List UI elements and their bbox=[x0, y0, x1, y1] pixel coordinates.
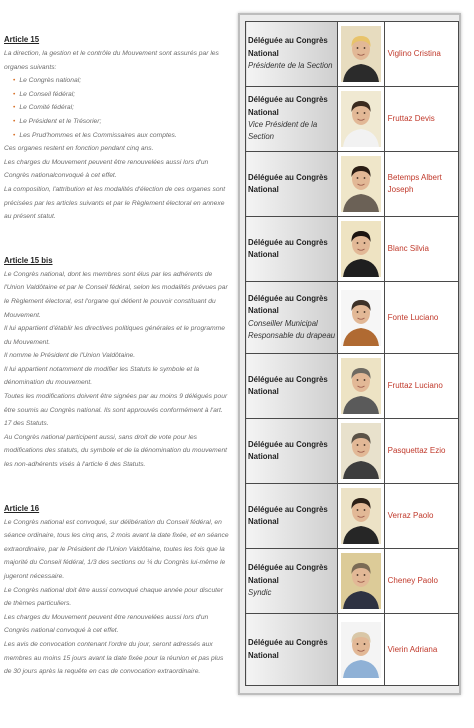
photo-cell bbox=[338, 549, 385, 614]
article-paragraph: Le Congrès national doit être aussi convoqué chaque année pour discuter de thèmes particuliers. bbox=[4, 586, 223, 608]
member-name-link[interactable]: Verraz Paolo bbox=[387, 511, 434, 520]
article-title: Article 15 bis bbox=[4, 255, 53, 265]
list-item-text: Le Président et le Trésorier; bbox=[19, 117, 102, 125]
role-cell bbox=[246, 152, 338, 217]
member-portrait bbox=[341, 91, 381, 147]
delegates-table bbox=[245, 21, 459, 686]
table-row bbox=[246, 614, 459, 686]
photo-cell bbox=[338, 217, 385, 282]
table-row bbox=[246, 87, 459, 152]
role-subtitle: Vice Président de la Section bbox=[248, 120, 318, 142]
member-name-link[interactable]: Vierin Adriana bbox=[387, 644, 438, 654]
photo-cell bbox=[338, 614, 385, 686]
role-title: Déléguée au Congrès National bbox=[248, 36, 328, 58]
name-cell bbox=[384, 354, 458, 419]
list-item-text: Le Congrès national; bbox=[19, 77, 82, 85]
member-portrait bbox=[341, 553, 381, 609]
role-cell bbox=[246, 484, 338, 549]
list-item-text: Les Prud'hommes et les Commissaires aux comptes. bbox=[19, 131, 177, 139]
table-row bbox=[246, 419, 459, 484]
organs-list bbox=[4, 74, 230, 142]
table-row bbox=[246, 354, 459, 419]
role-subtitle: Conseiller Municipal Responsable du drapeau bbox=[248, 318, 336, 340]
table-row bbox=[246, 22, 459, 87]
article-paragraph: Les avis de convocation contenant l'ordre du jour, seront adressés aux membres au moins 15 jours avant la date fixée pour la réunion et pas plus de 30 jours après la requête en cas de convocation extraordinaire. bbox=[4, 640, 224, 676]
name-cell bbox=[384, 22, 458, 87]
list-item-text: Le Conseil fédéral; bbox=[19, 90, 76, 98]
photo-cell bbox=[338, 282, 385, 354]
list-item bbox=[13, 129, 230, 143]
photo-cell bbox=[338, 152, 385, 217]
article-paragraph: Le Congrès national est convoqué, sur délibération du Conseil fédéral, en séance ordinaire, tous les cinq ans, 2 mois avant la date fixée, et en séance extraordinaire, par le Président de l'Union Valdôtaine, toutes les fois que la majorité du Conseil fédéral, 1/3 des sections ou ¼ du Congrès lui-même le jugeront nécessaire. bbox=[4, 518, 229, 580]
table-row bbox=[246, 217, 459, 282]
role-cell bbox=[246, 419, 338, 484]
role-title: Déléguée au Congrès National bbox=[248, 293, 328, 316]
member-name-link[interactable]: Fonte Luciano bbox=[387, 312, 439, 322]
member-portrait bbox=[341, 156, 381, 212]
member-name-link[interactable]: Cheney Paolo bbox=[387, 576, 438, 585]
member-portrait bbox=[341, 622, 381, 678]
name-cell bbox=[384, 484, 458, 549]
table-row bbox=[246, 549, 459, 614]
table-row bbox=[246, 282, 459, 354]
role-cell bbox=[246, 217, 338, 282]
article-paragraph: Il lui appartient d'établir les directives politiques générales et le programme du Mouvement. bbox=[4, 325, 225, 346]
role-cell bbox=[246, 354, 338, 419]
list-item-text: Le Comité fédéral; bbox=[19, 104, 74, 112]
article-paragraph: Les charges du Mouvement peuvent être renouvelées aussi lors d'un Congrès nationalconvoqué à cet effet. bbox=[4, 158, 209, 180]
role-subtitle: Syndic bbox=[248, 588, 272, 598]
photo-cell bbox=[338, 22, 385, 87]
name-cell bbox=[384, 87, 458, 152]
role-title: Déléguée au Congrès National bbox=[248, 95, 328, 117]
article-intro: La direction, la gestion et le contrôle du Mouvement sont assurés par les organes suivants: bbox=[4, 50, 219, 71]
list-item bbox=[13, 115, 230, 129]
role-title: Déléguée au Congrès National bbox=[248, 504, 328, 526]
article-paragraph: Il lui appartient notamment de modifier les Statuts le symbole et la dénomination du mouvement. bbox=[4, 365, 200, 387]
member-portrait bbox=[341, 26, 381, 82]
role-title: Déléguée au Congrès National bbox=[248, 439, 328, 461]
statutes-text bbox=[4, 4, 230, 705]
article-title: Article 15 bbox=[4, 35, 40, 44]
role-title: Déléguée au Congrès National bbox=[248, 374, 328, 396]
photo-cell bbox=[338, 484, 385, 549]
member-portrait bbox=[341, 290, 381, 346]
role-cell bbox=[246, 22, 338, 87]
table-row bbox=[246, 484, 459, 549]
role-cell bbox=[246, 549, 338, 614]
article-paragraph: Il nomme le Président de l'Union Valdôtaine. bbox=[4, 352, 136, 360]
member-name-link[interactable]: Fruttaz Luciano bbox=[387, 381, 443, 390]
article-paragraph: Le Congrès national, dont les membres sont élus par les adhérents de l'Union Valdôtaine et par le Conseil fédéral, selon les modalités prévues par le Règlement électoral, est l'organe qui détient le pouvoir constituant du Mouvement. bbox=[4, 270, 228, 319]
role-subtitle: Présidente de la Section bbox=[248, 61, 333, 71]
member-name-link[interactable]: Betemps Albert Joseph bbox=[387, 173, 442, 194]
article-paragraph: La composition, l'attribution et les modalités d'élection de ces organes sont précisées par les articles suivants et par le Règlement électoral en annexe au présent statut. bbox=[4, 185, 226, 221]
article-paragraph: Au Congrès national participent aussi, sans droit de vote pour les modifications des statuts, du symbole et de la dénomination du mouvement les non-adhérents visés à l'article 6 des Statuts. bbox=[4, 433, 228, 469]
list-item bbox=[13, 74, 230, 88]
member-portrait bbox=[341, 221, 381, 277]
member-name-link[interactable]: Blanc Silvia bbox=[387, 244, 429, 253]
article-title: Article 16 bbox=[4, 503, 40, 513]
photo-cell bbox=[338, 419, 385, 484]
article-section bbox=[4, 503, 230, 679]
member-portrait bbox=[341, 423, 381, 479]
table-row bbox=[246, 152, 459, 217]
article-paragraph: Toutes les modifications doivent être signées par au moins 9 délégués pour être soumis au Congrès national. Ils sont approuvés conformément à l'art. 17 des Statuts. bbox=[4, 393, 228, 428]
name-cell bbox=[384, 419, 458, 484]
article-paragraph: Ces organes restent en fonction pendant cinq ans. bbox=[4, 145, 154, 153]
article-paragraph: Les charges du Mouvement peuvent être renouvelées aussi lors d'un Congrès national convoqué à cet effet. bbox=[4, 613, 209, 635]
member-portrait bbox=[341, 488, 381, 544]
role-title: Déléguée au Congrès National bbox=[248, 638, 328, 660]
list-item bbox=[13, 88, 230, 102]
name-cell bbox=[384, 217, 458, 282]
member-name-link[interactable]: Fruttaz Devis bbox=[387, 114, 435, 123]
role-cell bbox=[246, 614, 338, 686]
role-title: Déléguée au Congrès National bbox=[248, 237, 328, 259]
role-cell bbox=[246, 282, 338, 354]
photo-cell bbox=[338, 354, 385, 419]
role-cell bbox=[246, 87, 338, 152]
name-cell bbox=[384, 614, 458, 686]
name-cell bbox=[384, 282, 458, 354]
member-name-link[interactable]: Viglino Cristina bbox=[387, 49, 441, 58]
role-title: Déléguée au Congrès National bbox=[248, 563, 328, 585]
list-item bbox=[13, 101, 230, 115]
article-section bbox=[4, 34, 230, 224]
role-title: Déléguée au Congrès National bbox=[248, 172, 328, 194]
member-portrait bbox=[341, 358, 381, 414]
photo-cell bbox=[338, 87, 385, 152]
name-cell bbox=[384, 549, 458, 614]
member-name-link[interactable]: Pasquettaz Ezio bbox=[387, 446, 446, 455]
name-cell bbox=[384, 152, 458, 217]
delegates-panel bbox=[238, 13, 461, 695]
article-section bbox=[4, 255, 230, 472]
